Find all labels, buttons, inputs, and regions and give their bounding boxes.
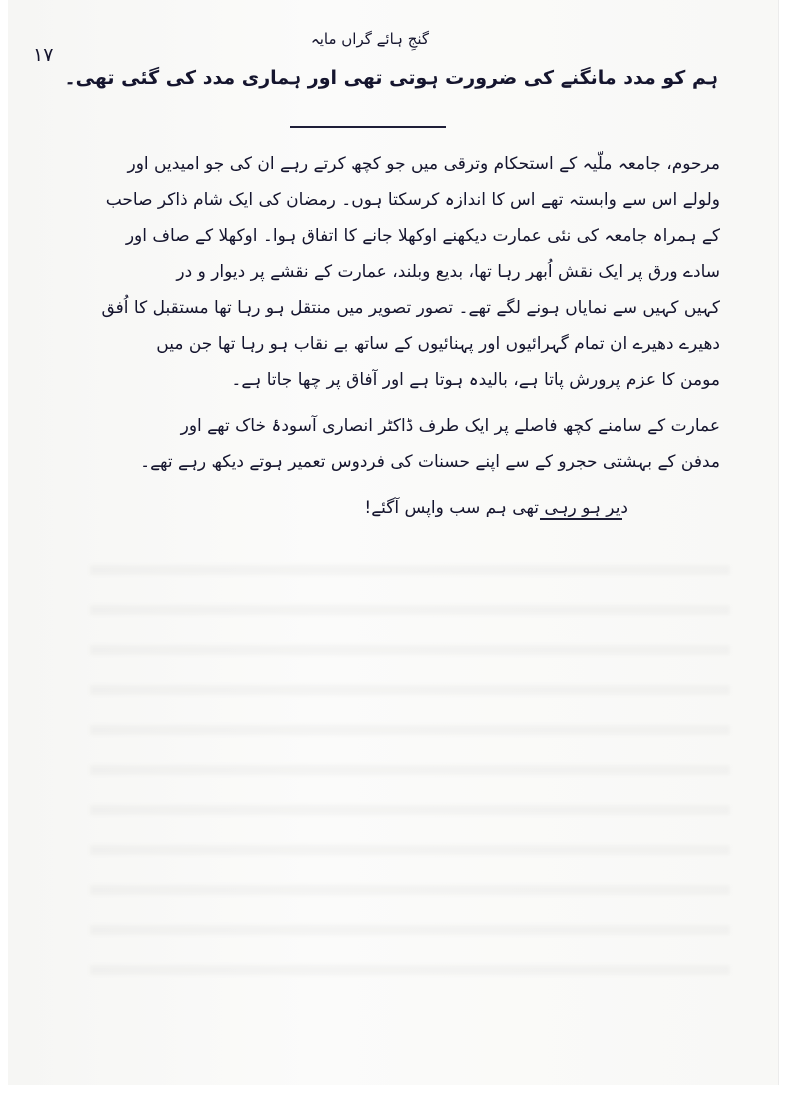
paragraph1-line: مرحوم، جامعہ ملّیہ کے استحکام وترقی میں جو کچھ کرتے رہے ان کی جو امیدیں اور <box>127 154 720 174</box>
paragraph1-line: ولولے اس سے وابستہ تھے اس کا اندازہ کرسکتا ہوں۔ رمضان کی ایک شام ذاکر صاحب <box>105 190 720 210</box>
section-divider <box>290 126 446 128</box>
paragraph1-line: کے ہمراہ جامعہ کی نئی عمارت دیکھنے اوکھلا جانے کا اتفاق ہوا۔ اوکھلا کے صاف اور <box>125 226 720 246</box>
opening-line: ہم کو مدد مانگنے کی ضرورت ہوتی تھی اور ہماری مدد کی گئی تھی۔ <box>64 67 718 89</box>
running-title: گنجِ ہائے گراں مایہ <box>310 30 430 48</box>
closing-line: دیر ہو رہی تھی ہم سب واپس آگئے! <box>364 498 628 518</box>
closing-dash <box>540 518 622 520</box>
show-through-text <box>90 535 730 975</box>
paragraph2-line: عمارت کے سامنے کچھ فاصلے پر ایک طرف ڈاکٹر انصاری آسودۂ خاک تھے اور <box>180 416 720 436</box>
page-number: ١٧ <box>33 44 54 66</box>
paragraph1-line: دھیرے دھیرے ان تمام گہرائیوں اور پہنائیوں کے ساتھ بے نقاب ہو رہا تھا جن میں <box>156 334 720 354</box>
paragraph1-line: مومن کا عزم پرورش پاتا ہے، بالیدہ ہوتا ہے اور آفاق پر چھا جاتا ہے۔ <box>231 370 720 390</box>
paragraph2-line: مدفن کے بہشتی حجرو کے سے اپنے حسنات کی فردوس تعمیر ہوتے دیکھ رہے تھے۔ <box>140 452 720 472</box>
paragraph1-line: کہیں کہیں سے نمایاں ہونے لگے تھے۔ تصور تصویر میں منتقل ہو رہا تھا مستقبل کا اُفق <box>101 298 720 318</box>
paragraph1-line: سادے ورق پر ایک نقش اُبھر رہا تھا، بدیع وبلند، عمارت کے نقشے پر دیوار و در <box>176 262 720 282</box>
